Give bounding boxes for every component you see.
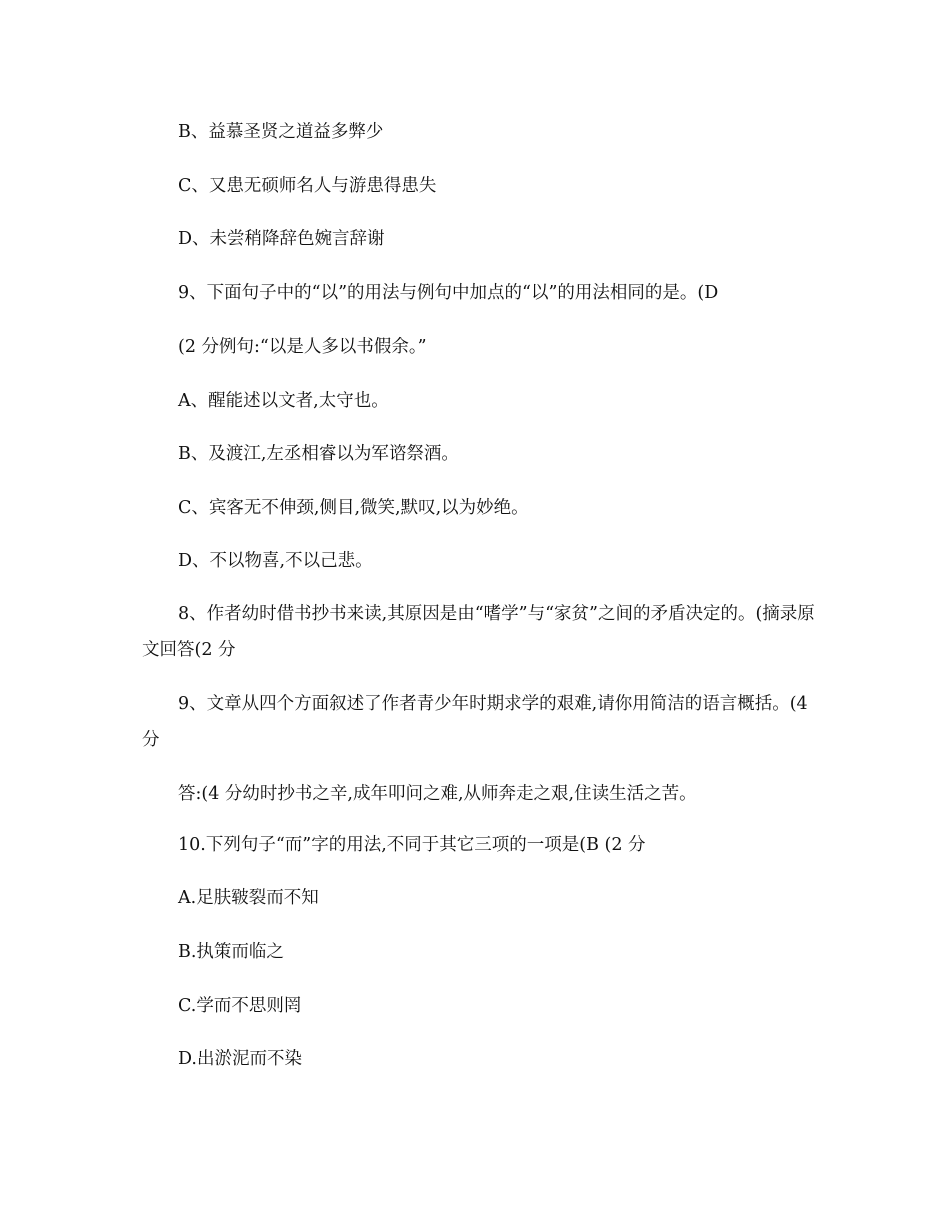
option-d-line: D、不以物喜,不以己悲。 (178, 551, 373, 571)
option-c-line: C、宾客无不伸颈,侧目,微笑,默叹,以为妙绝。 (178, 498, 529, 518)
example-sentence-line: (2 分例句:“以是人多以书假余。” (178, 337, 427, 357)
question-9-line: 9、下面句子中的“以”的用法与例句中加点的“以”的用法相同的是。(D (178, 283, 719, 303)
option-b-line: B、益慕圣贤之道益多弊少 (178, 122, 384, 142)
option-a-line: A、醒能述以文者,太守也。 (178, 391, 389, 411)
answer-line: 答:(4 分幼时抄书之辛,成年叩问之难,从师奔走之艰,住读生活之苦。 (178, 784, 697, 804)
option-c-line: C.学而不思则罔 (178, 996, 302, 1016)
option-b-line: B、及渡江,左丞相睿以为军谘祭酒。 (178, 444, 459, 464)
question-9-paragraph: 9、文章从四个方面叙述了作者青少年时期求学的艰难,请你用简洁的语言概括。(4 分 (142, 694, 808, 750)
option-d-line: D、未尝稍降辞色婉言辞谢 (178, 229, 385, 249)
question-8-paragraph: 8、作者幼时借书抄书来读,其原因是由“嗜学”与“家贫”之间的矛盾决定的。(摘录原文回答(2 分 (142, 604, 815, 660)
question-10-line: 10.下列句子“而”字的用法,不同于其它三项的一项是(B (2 分 (178, 835, 646, 855)
option-d-line: D.出淤泥而不染 (178, 1049, 302, 1069)
option-b-line: B.执策而临之 (178, 942, 284, 962)
option-a-line: A.足肤皲裂而不知 (178, 888, 319, 908)
option-c-line: C、又患无硕师名人与游患得患失 (178, 176, 437, 196)
